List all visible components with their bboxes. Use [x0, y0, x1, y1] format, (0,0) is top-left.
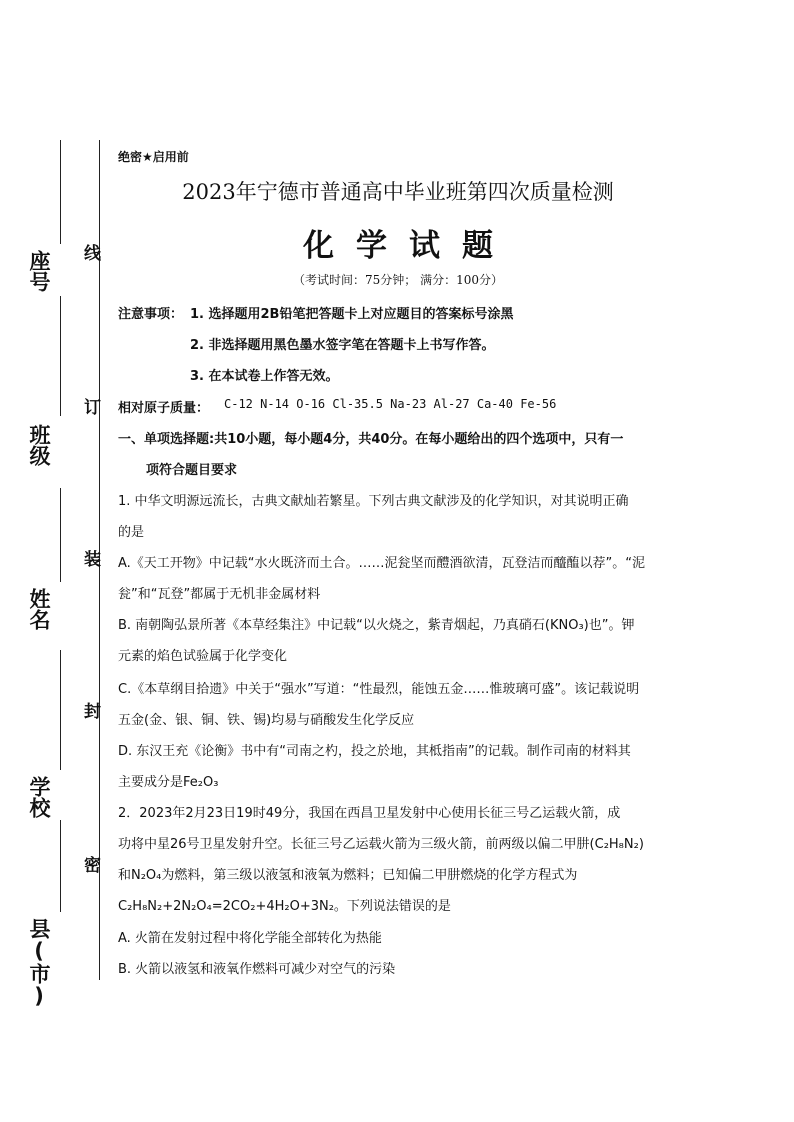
binding-blank-class [60, 296, 61, 416]
q2-stem-line3: 和N₂O₄为燃料，第三级以液氢和液氧为燃料；已知偏二甲肼燃烧的化学方程式为 [118, 868, 578, 883]
subject-title: 化学试题 [303, 228, 515, 264]
q1-option-d-line2: 主要成分是Fe₂O₃ [118, 775, 219, 790]
q1-option-d-line1: D. 东汉王充《论衡》书中有“司南之杓，投之於地，其柢指南”的记载。制作司南的材料其 [118, 744, 631, 759]
secret-label: 绝密★启用前 [118, 150, 189, 164]
q1-option-a-line1: A.《天工开物》中记载“水火既济而土合。……泥瓮坚而醴酒欲清，瓦登洁而醯醢以荐”。“泥 [118, 556, 646, 571]
binding-mark-mi: 密 [80, 856, 100, 873]
note-item-2: 2. 非选择题用黑色墨水签字笔在答题卡上书写作答。 [190, 338, 495, 353]
q1-option-a-line2: 瓮”和“瓦登”都属于无机非金属材料 [118, 587, 321, 602]
note-item-1: 1. 选择题用2B铅笔把答题卡上对应题目的答案标号涂黑 [190, 307, 514, 322]
q2-equation-line: C₂H₈N₂+2N₂O₄=2CO₂+4H₂O+3N₂。下列说法错误的是 [118, 899, 451, 914]
q1-stem-line2: 的是 [118, 525, 145, 540]
binding-blank-school [60, 650, 61, 770]
binding-mark-feng: 封 [80, 702, 100, 719]
binding-label-school: 学校 [27, 776, 51, 818]
binding-mark-ding: 订 [80, 398, 100, 415]
binding-mark-xian: 线 [80, 244, 100, 261]
q1-option-b-line1: B. 南朝陶弘景所著《本草经集注》中记载“以火烧之，紫青烟起，乃真硝石(KNO₃)也”。钾 [118, 618, 635, 633]
exam-title: 2023年宁德市普通高中毕业班第四次质量检测 [182, 180, 614, 204]
binding-label-county: 县(市) [27, 918, 51, 1008]
binding-label-name: 姓名 [27, 588, 51, 630]
binding-blank-name [60, 488, 61, 582]
binding-mark-zhuang: 装 [80, 550, 100, 567]
binding-label-seat: 座号 [27, 250, 51, 292]
binding-blank-seat [60, 140, 61, 244]
q2-option-b: B. 火箭以液氢和液氧作燃料可减少对空气的污染 [118, 962, 396, 977]
note-item-3: 3. 在本试卷上作答无效。 [190, 369, 339, 384]
section1-heading-line1: 一、单项选择题:共10小题，每小题4分，共40分。在每小题给出的四个选项中，只有一 [118, 432, 624, 447]
q1-option-c-line2: 五金(金、银、铜、铁、锡)均易与硝酸发生化学反应 [118, 713, 415, 728]
section1-heading-line2: 项符合题目要求 [146, 463, 238, 478]
notes-label: 注意事项： [118, 307, 184, 322]
q2-stem-line2: 功将中星26号卫星发射升空。长征三号乙运载火箭为三级火箭，前两级以偏二甲肼(C₂H₈N₂) [118, 837, 644, 852]
q2-stem-line1: 2．2023年2月23日19时49分，我国在西昌卫星发射中心使用长征三号乙运载火箭，成 [118, 806, 621, 821]
binding-blank-county [60, 820, 61, 912]
atomic-mass-values: C-12 N-14 O-16 Cl-35.5 Na-23 Al-27 Ca-40 Fe-56 [224, 397, 557, 411]
q1-option-b-line2: 元素的焰色试验属于化学变化 [118, 649, 288, 664]
q1-option-c-line1: C.《本草纲目拾遗》中关于“强水”写道：“性最烈，能蚀五金……惟玻璃可盛”。该记载说明 [118, 682, 640, 697]
q2-option-a: A. 火箭在发射过程中将化学能全部转化为热能 [118, 931, 382, 946]
q1-stem-line1: 1. 中华文明源远流长，古典文献灿若繁星。下列古典文献涉及的化学知识，对其说明正确 [118, 494, 629, 509]
exam-time-info: （考试时间：75分钟； 满分：100分） [293, 273, 503, 287]
atomic-mass-label: 相对原子质量： [118, 401, 210, 416]
binding-label-class: 班级 [27, 424, 51, 466]
